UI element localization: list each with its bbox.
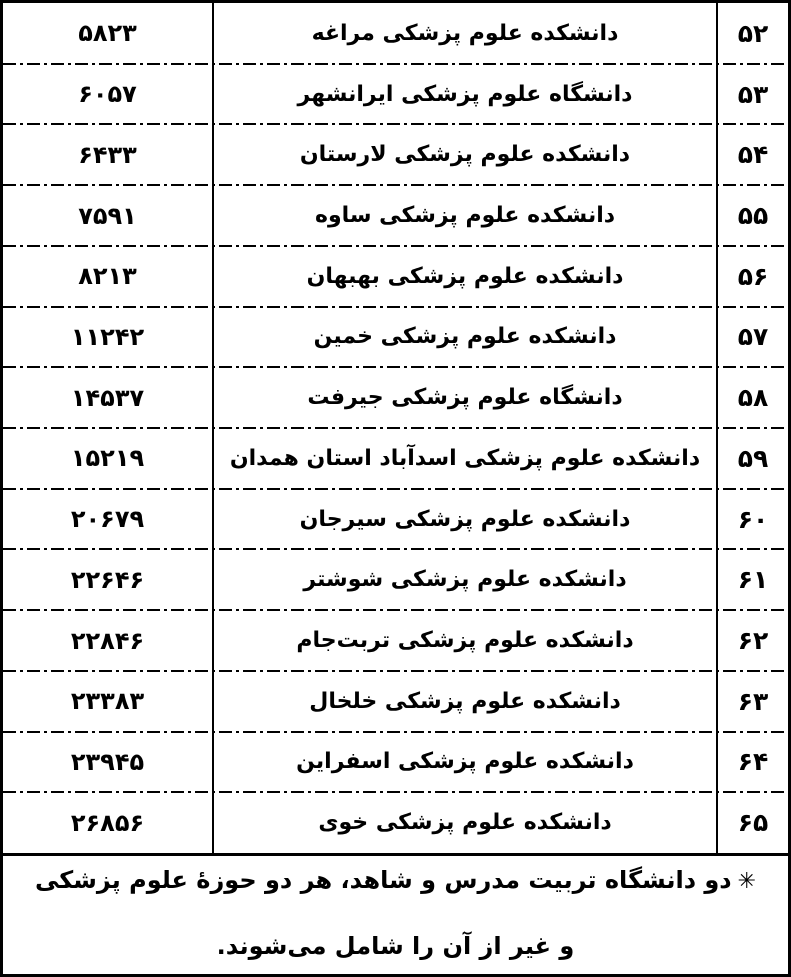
value-cell: ۲۲۸۴۶ (70, 626, 145, 655)
table-row (3, 64, 788, 125)
table-row (3, 671, 788, 732)
row-number-cell: ۶۴ (737, 747, 769, 777)
value-cell: ۶۴۳۳ (78, 140, 137, 169)
university-name-cell: دانشکده علوم پزشکی تربت‌جام (212, 610, 718, 671)
row-number-cell: ۵۳ (737, 79, 769, 109)
row-number-cell: ۵۴ (737, 140, 769, 170)
footnote-line-2: و غیر از آن را شامل می‌شوند. (216, 932, 575, 960)
row-number-cell: ۵۵ (737, 201, 769, 231)
value-cell: ۲۰۶۷۹ (70, 505, 145, 534)
footnote-line-1 (35, 866, 756, 894)
table-row (3, 185, 788, 246)
university-name-cell: دانشکده علوم پزشکی لارستان (212, 124, 718, 185)
table-row (3, 3, 788, 64)
university-name-cell: دانشکده علوم پزشکی اسدآباد استان همدان (212, 428, 718, 489)
value-cell: ۲۶۸۵۶ (70, 808, 145, 837)
university-name-cell: دانشکده علوم پزشکی بهبهان (212, 246, 718, 307)
value-cell: ۲۲۶۴۶ (70, 565, 145, 594)
table-row (3, 428, 788, 489)
table-row (3, 610, 788, 671)
value-cell: ۲۳۳۸۳ (70, 687, 145, 716)
value-cell: ۱۴۵۳۷ (70, 383, 145, 412)
table-row (3, 124, 788, 185)
row-number-cell: ۵۲ (737, 18, 769, 48)
row-number-cell: ۶۵ (737, 808, 769, 838)
value-cell: ۷۵۹۱ (78, 201, 137, 230)
footnote-line1-text: دو دانشگاه تربیت مدرس و شاهد، هر دو حوزۀ علوم پزشکی (34, 866, 732, 894)
university-name-cell: دانشکده علوم پزشکی خمین (212, 307, 718, 368)
value-cell: ۱۱۲۴۲ (70, 322, 145, 351)
value-cell: ۱۵۲۱۹ (70, 444, 145, 473)
value-cell: ۵۸۲۳ (78, 19, 137, 48)
university-name-cell: دانشکده علوم پزشکی مراغه (212, 3, 718, 64)
row-number-cell: ۶۰ (737, 504, 769, 534)
table-row (3, 489, 788, 550)
table-row (3, 367, 788, 428)
row-number-cell: ۵۶ (737, 261, 769, 291)
table-row (3, 549, 788, 610)
footnote-asterisk-icon: ✳ (737, 869, 757, 894)
table-row (3, 732, 788, 793)
university-name-cell: دانشکده علوم پزشکی اسفراین (212, 732, 718, 793)
university-name-cell: دانشکده علوم پزشکی ساوه (212, 185, 718, 246)
university-name-cell: دانشگاه علوم پزشکی جیرفت (212, 367, 718, 428)
table-row (3, 792, 788, 853)
university-name-cell: دانشکده علوم پزشکی خلخال (212, 671, 718, 732)
table-row (3, 307, 788, 368)
university-name-cell: دانشگاه علوم پزشکی ایرانشهر (212, 64, 718, 125)
row-number-cell: ۵۸ (737, 383, 769, 413)
row-number-cell: ۶۲ (737, 626, 769, 656)
footnote (3, 853, 788, 974)
university-name-cell: دانشکده علوم پزشکی شوشتر (212, 549, 718, 610)
university-name-cell: دانشکده علوم پزشکی سیرجان (212, 489, 718, 550)
row-number-cell: ۶۳ (737, 686, 769, 716)
row-number-cell: ۵۷ (737, 322, 769, 352)
value-cell: ۶۰۵۷ (78, 80, 137, 109)
row-number-cell: ۶۱ (737, 565, 769, 595)
universities-table (3, 3, 788, 853)
table-row (3, 246, 788, 307)
row-number-cell: ۵۹ (737, 443, 769, 473)
value-cell: ۲۳۹۴۵ (70, 747, 145, 776)
value-cell: ۸۲۱۳ (78, 262, 137, 291)
university-name-cell: دانشکده علوم پزشکی خوی (212, 792, 718, 853)
